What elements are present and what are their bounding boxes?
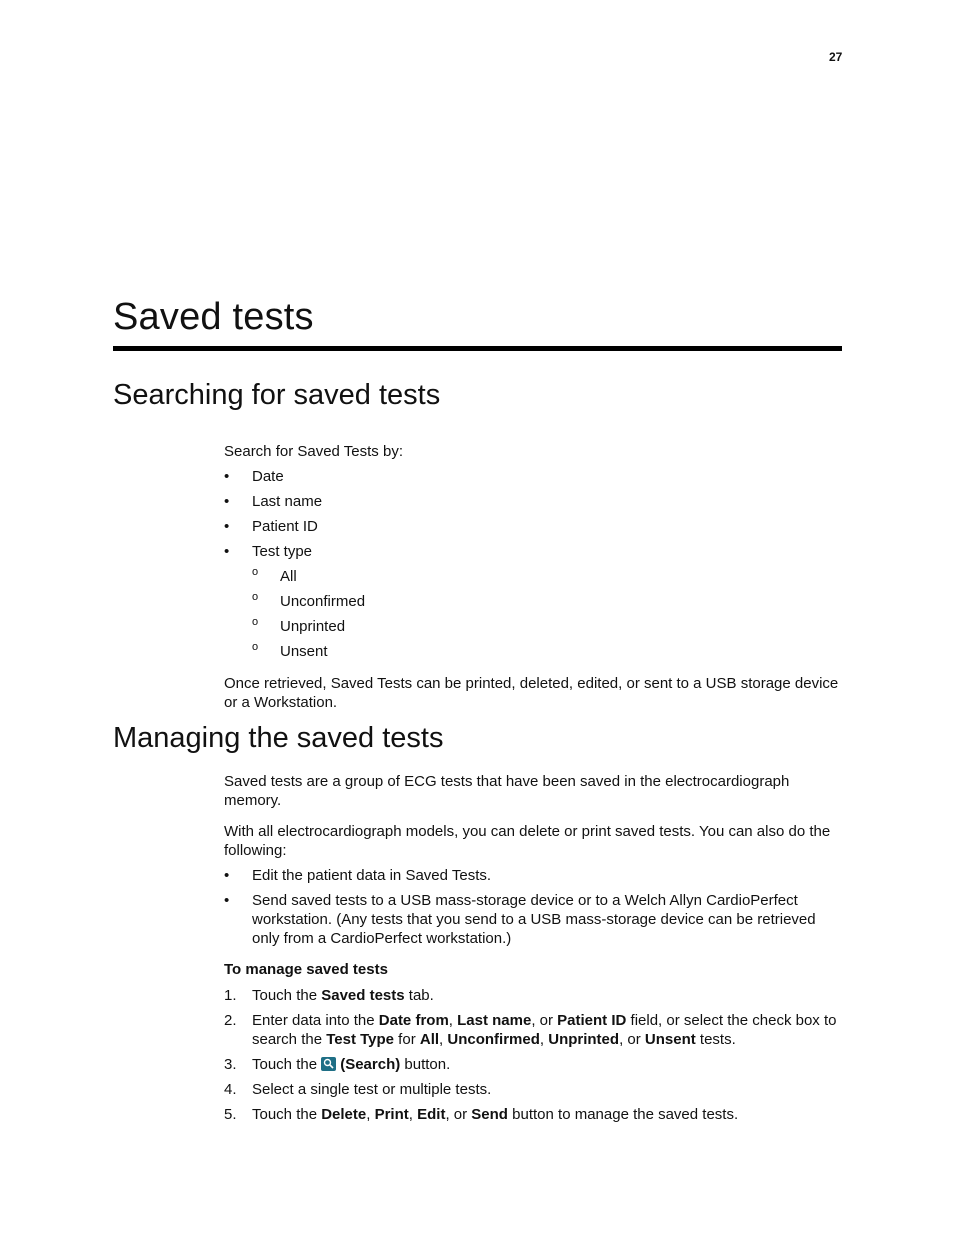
bullet-marker: • (224, 867, 230, 884)
search-criteria-list (224, 467, 844, 561)
bullet-marker: • (224, 468, 230, 485)
search-outro: Once retrieved, Saved Tests can be printed, deleted, edited, or sent to a USB storage device or a Workstation. (224, 675, 839, 711)
chapter-rule (113, 346, 842, 351)
list-item: • Patient ID (224, 518, 318, 535)
bullet-marker: • (224, 543, 230, 560)
chapter-title: Saved tests (113, 296, 314, 338)
procedure-heading: To manage saved tests (224, 961, 388, 978)
procedure-step-3: 3. Touch the (Search) button. (224, 1056, 451, 1073)
managing-para-2: With all electrocardiograph models, you can delete or print saved tests. You can also do the following: (224, 823, 831, 859)
list-item: • Test type (224, 543, 313, 560)
subbullet-marker: o (252, 591, 259, 603)
bullet-marker: • (224, 892, 230, 909)
list-item: • Edit the patient data in Saved Tests. (224, 867, 492, 884)
test-type-list (224, 567, 844, 661)
managing-para-1: Saved tests are a group of ECG tests that have been saved in the electrocardiograph memory. (224, 773, 790, 809)
section-title-managing: Managing the saved tests (113, 722, 444, 754)
section-title-searching: Searching for saved tests (113, 379, 441, 411)
bullet-marker: • (224, 493, 230, 510)
sub-list-item: o Unconfirmed (224, 592, 844, 611)
sub-list-item: o All (224, 567, 844, 586)
bullet-marker: • (224, 518, 230, 535)
sub-list-item: o Unprinted (224, 617, 844, 636)
list-item: • Last name (224, 493, 323, 510)
subbullet-marker: o (252, 616, 259, 628)
managing-options-list (224, 866, 844, 948)
page-number: 27 (829, 50, 843, 64)
procedure-step-1: 1. Touch the Saved tests tab. (224, 987, 434, 1004)
subbullet-marker: o (252, 641, 259, 653)
procedure-step-2: 2. Enter data into the Date from, Last name, or Patient ID field, or select the check box to search the Test Type for All, Unconfirmed, Unprinted, or Unsent tests. (224, 1012, 837, 1048)
list-item: • Send saved tests to a USB mass-storage device or to a Welch Allyn CardioPerfect workstation. (Any tests that you send to a USB mass-storage device can be retrieved only from a CardioPerfect workstation.) (224, 892, 816, 947)
search-intro: Search for Saved Tests by: (224, 443, 403, 460)
search-icon (321, 1057, 336, 1071)
procedure-step-5: 5. Touch the Delete, Print, Edit, or Send button to manage the saved tests. (224, 1106, 739, 1123)
section-managing-body (224, 772, 844, 1124)
procedure-steps (224, 986, 844, 1124)
section-searching-body (224, 442, 844, 712)
list-item: • Date (224, 468, 284, 485)
subbullet-marker: o (252, 566, 259, 578)
procedure-step-4: 4. Select a single test or multiple tests. (224, 1081, 492, 1098)
sub-list-item: o Unsent (224, 642, 844, 661)
